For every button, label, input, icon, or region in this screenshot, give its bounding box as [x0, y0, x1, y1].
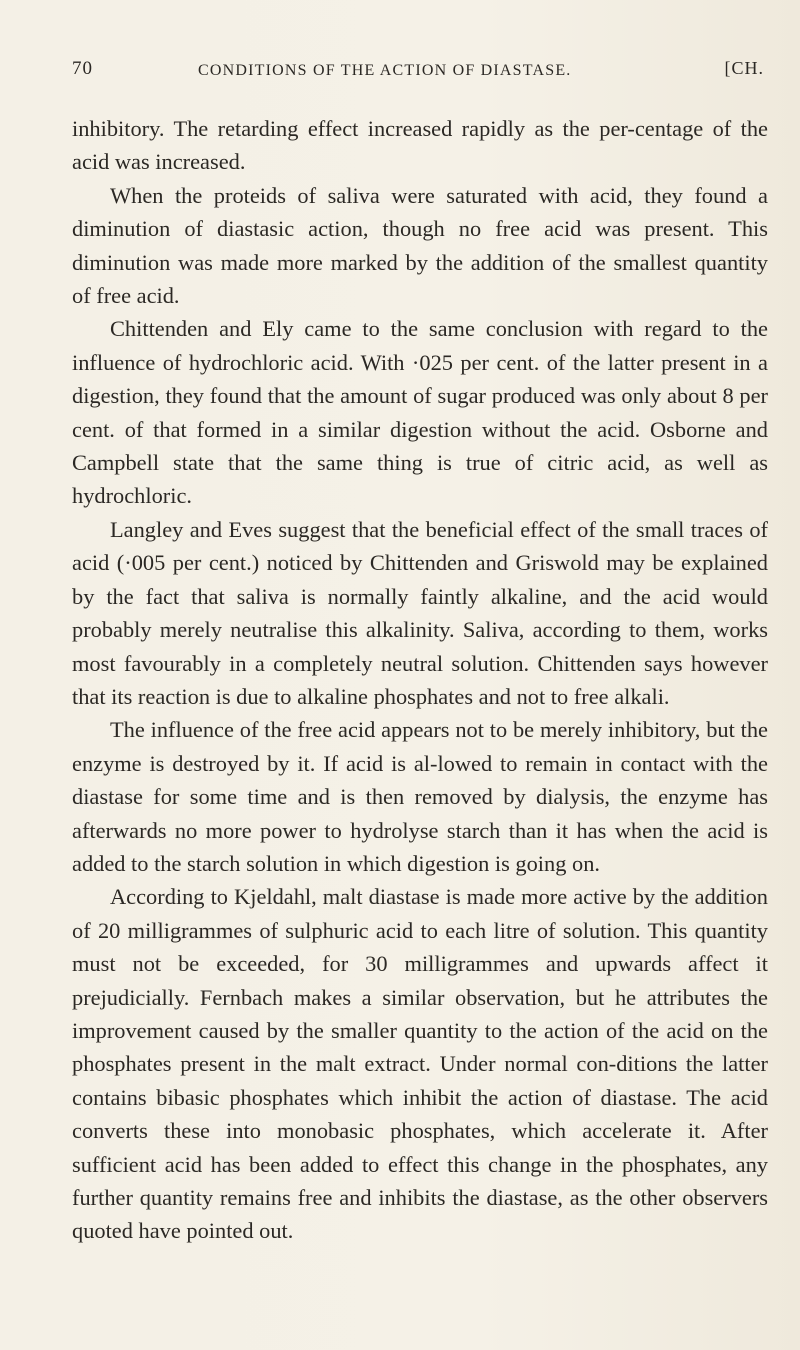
- body-text: [72, 112, 768, 1248]
- chapter-marker: [CH.: [724, 58, 764, 78]
- running-title: CONDITIONS OF THE ACTION OF DIASTASE.: [198, 62, 572, 79]
- paragraph-2: When the proteids of saliva were saturated with acid, they found a diminution of diastasic action, though no free acid was present. This diminution was made more marked by the addition of the smallest quantity of free acid.: [72, 182, 768, 309]
- paragraph-5: The influence of the free acid appears not to be merely inhibitory, but the enzyme is destroyed by it. If acid is al-lowed to remain in contact with the diastase for some time and is then removed by dialysis, the enzyme has afterwards no more power to hydrolyse starch than it has when the acid is added to the starch solution in which digestion is going on.: [72, 717, 768, 876]
- running-head: [72, 58, 772, 88]
- page-number: 70: [72, 58, 93, 79]
- paragraph-1: inhibitory. The retarding effect increased rapidly as the per-centage of the acid was increased.: [72, 116, 768, 175]
- paragraph-4: Langley and Eves suggest that the beneficial effect of the small traces of acid (·005 per cent.) noticed by Chittenden and Griswold may be explained by the fact that saliva is normally faintly alkaline, and the acid would probably merely neutralise this alkalinity. Saliva, according to them, works most favourably in a completely neutral solution. Chittenden says however that its reaction is due to alkaline phosphates and not to free alkali.: [72, 516, 768, 709]
- paragraph-3: Chittenden and Ely came to the same conclusion with regard to the influence of hydrochloric acid. With ·025 per cent. of the latter present in a digestion, they found that the amount of sugar produced was only about 8 per cent. of that formed in a similar digestion without the acid. Osborne and Campbell state that the same thing is true of citric acid, as well as hydrochloric.: [72, 316, 768, 509]
- paragraph-6: According to Kjeldahl, malt diastase is made more active by the addition of 20 milligrammes of sulphuric acid to each litre of solution. This quantity must not be exceeded, for 30 milligrammes and upwards affect it prejudicially. Fernbach makes a similar observation, but he attributes the improvement caused by the smaller quantity to the action of the acid on the phosphates present in the malt extract. Under normal con-ditions the latter contains bibasic phosphates which inhibit the action of diastase. The acid converts these into monobasic phosphates, which accelerate it. After sufficient acid has been added to effect this change in the phosphates, any further quantity remains free and inhibits the diastase, as the other observers quoted have pointed out.: [72, 884, 768, 1244]
